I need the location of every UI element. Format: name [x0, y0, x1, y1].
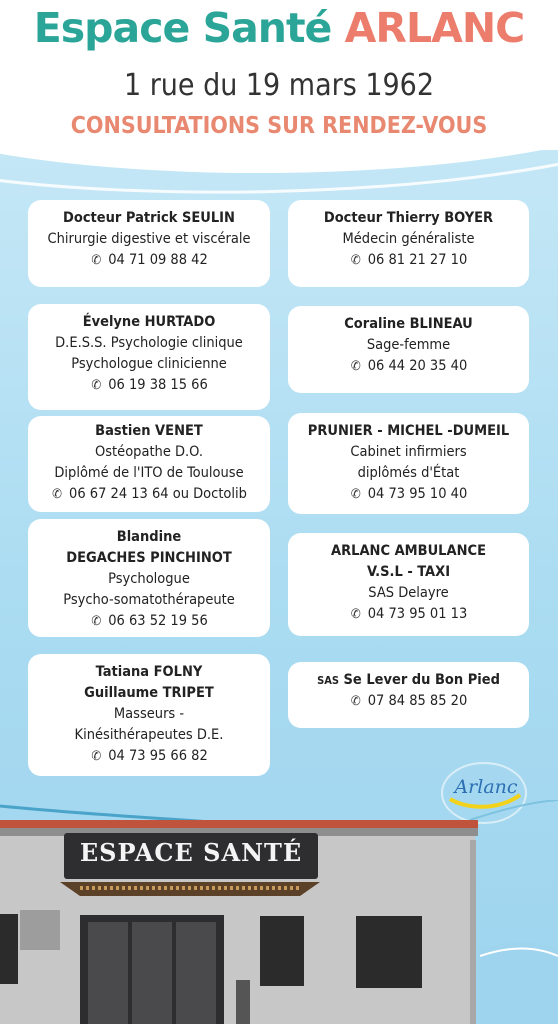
contact-card-se-lever	[288, 662, 529, 728]
header-wave	[0, 140, 558, 200]
contact-role: Sage-femme	[366, 337, 451, 353]
contact-role: Kinésithérapeutes D.E.	[74, 727, 224, 743]
phone-icon: ✆	[350, 359, 361, 374]
contact-role: diplômés d'État	[357, 465, 460, 481]
logo-text: Arlanc	[454, 776, 518, 798]
contact-name: Bastien VENET	[95, 423, 203, 439]
contact-card-hurtado	[28, 304, 270, 410]
contact-card-ambulance	[288, 533, 529, 636]
contact-name: PRUNIER - MICHEL -DUMEIL	[307, 423, 510, 439]
contact-phone[interactable]: ✆ 04 73 95 10 40	[288, 484, 529, 505]
contact-phone[interactable]: ✆ 06 81 21 27 10	[288, 250, 529, 271]
page-title	[0, 4, 558, 52]
contact-name: V.S.L - TAXI	[366, 564, 451, 580]
contact-phone[interactable]: ✆ 06 63 52 19 56	[28, 611, 270, 632]
contact-name: Guillaume TRIPET	[84, 685, 214, 701]
building-sign-text: ESPACE SANTÉ	[79, 838, 303, 867]
contact-card-prunier	[288, 413, 529, 514]
contact-role: Chirurgie digestive et viscérale	[47, 231, 251, 247]
contact-role: Psychologue	[108, 571, 190, 587]
contact-role: Psychologue clinicienne	[71, 356, 227, 372]
contact-role: D.E.S.S. Psychologie clinique	[55, 335, 243, 351]
contact-phone[interactable]: ✆ 07 84 85 85 20	[288, 691, 529, 712]
contact-name: ARLANC AMBULANCE	[330, 543, 486, 559]
contact-name: DEGACHES PINCHINOT	[66, 550, 232, 566]
phone-icon: ✆	[91, 378, 102, 393]
address: 1 rue du 19 mars 1962	[123, 68, 435, 103]
contact-phone[interactable]: ✆ 04 73 95 66 82	[28, 746, 270, 767]
contact-phone[interactable]: ✆ 04 71 09 88 42	[28, 250, 270, 271]
title-main: Espace Santé	[33, 4, 332, 52]
phone-icon: ✆	[350, 253, 361, 268]
contact-phone[interactable]: ✆ 06 19 38 15 66	[28, 375, 270, 396]
contact-name: Docteur Thierry BOYER	[323, 210, 494, 226]
phone-icon: ✆	[350, 607, 361, 622]
contact-role: Ostéopathe D.O.	[94, 444, 204, 460]
contact-name: Évelyne HURTADO	[82, 314, 216, 330]
contact-card-venet	[28, 416, 270, 512]
contact-phone[interactable]: ✆ 04 73 95 01 13	[288, 604, 529, 625]
phone-icon: ✆	[91, 253, 102, 268]
contact-card-blineau	[288, 306, 529, 393]
contact-name: Blandine	[116, 529, 182, 545]
title-city: ARLANC	[344, 4, 525, 52]
contact-role: Médecin généraliste	[342, 231, 475, 247]
contact-card-folny	[28, 654, 270, 776]
contact-card-seulin	[28, 200, 270, 287]
contact-role: Diplômé de l'ITO de Toulouse	[54, 465, 244, 481]
contact-name: Coraline BLINEAU	[344, 316, 473, 332]
contact-role: SAS Delayre	[368, 585, 449, 601]
phone-icon: ✆	[91, 749, 102, 764]
phone-icon: ✆	[52, 487, 62, 502]
contact-card-degaches	[28, 519, 270, 637]
contact-role: Psycho-somatothérapeute	[63, 592, 235, 608]
phone-icon: ✆	[91, 614, 102, 629]
contact-role: Masseurs -	[113, 706, 185, 722]
contact-card-boyer	[288, 200, 529, 287]
contact-role: Cabinet infirmiers	[350, 444, 467, 460]
contact-name: SAS Se Lever du Bon Pied	[317, 672, 500, 688]
contact-phone[interactable]: ✆ 06 44 20 35 40	[288, 356, 529, 377]
contact-phone[interactable]: ✆ 06 67 24 13 64 ou Doctolib	[28, 484, 270, 505]
contact-name: Tatiana FOLNY	[95, 664, 203, 680]
phone-icon: ✆	[350, 487, 361, 502]
phone-icon: ✆	[350, 694, 361, 709]
contact-name: Docteur Patrick SEULIN	[63, 210, 235, 226]
consultations-notice: CONSULTATIONS SUR RENDEZ-VOUS	[70, 113, 488, 139]
